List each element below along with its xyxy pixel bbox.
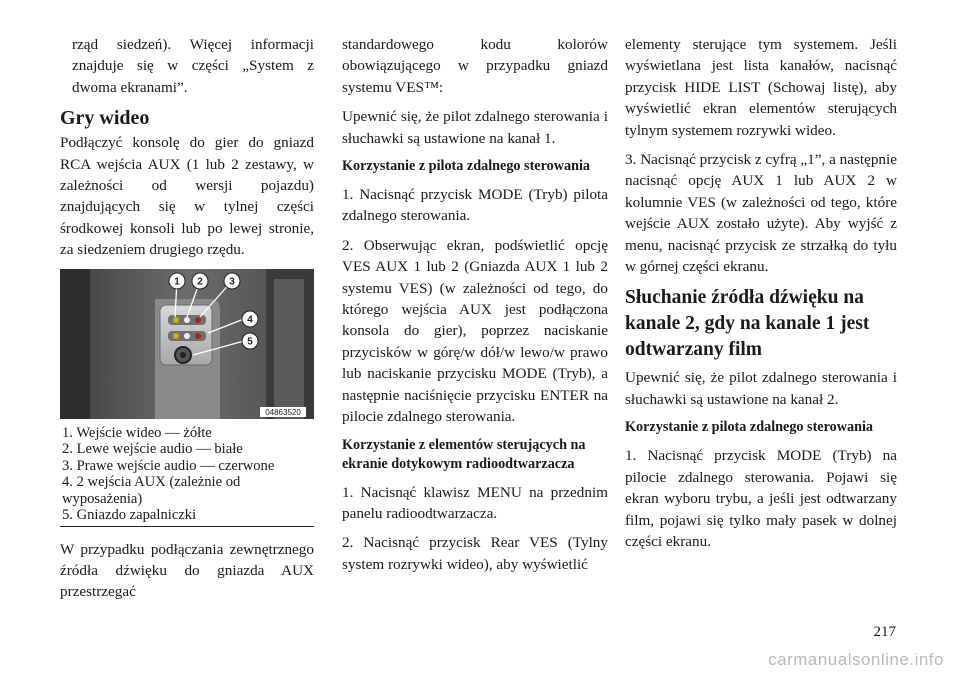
step-highlight-aux: 2. Obserwując ekran, podświetlić opcję VES AUX 1 lub 2 (Gniazda AUX 1 lub 2 systemu VES) (w zależności od tego, do którego wejścia AUX jest podłączona konsola do gier), poprzez naciskanie przycisków w górę/w dół/w lewo/w prawo lub naciskanie przycisku MODE (Tryb), a następnie naciśnięcie przycisku ENTER na pilocie zdalnego sterowania. <box>342 236 608 426</box>
page-number: 217 <box>873 624 896 640</box>
section-heading-video-games: Gry wideo <box>60 107 150 130</box>
watermark: carmanualsonline.info <box>768 650 944 669</box>
callout-3: 3 <box>229 276 235 288</box>
caption-4: 4. 2 wejścia AUX (zależnie od wyposażenia) <box>62 474 241 507</box>
figure-captions <box>60 425 314 527</box>
aux-jacks-illustration <box>60 269 314 419</box>
callout-4: 4 <box>247 314 253 326</box>
callout-5: 5 <box>247 336 253 348</box>
step-mode-button: 1. Nacisnąć przycisk MODE (Tryb) pilota zdalnego sterowania. <box>342 186 608 225</box>
aux-jacks-photo <box>60 269 314 419</box>
column-middle <box>342 34 608 583</box>
intro-paragraph: rząd siedzeń). Więcej informacji znajduje się w części „System z dwoma ekranami”. <box>72 36 314 96</box>
callout-1: 1 <box>174 276 180 288</box>
aux-connection-paragraph: W przypadku podłączania zewnętrznego źródła dźwięku do gniazda AUX przestrzegać <box>60 540 314 601</box>
channel-1-paragraph: Upewnić się, że pilot zdalnego sterowania i słuchawki są ustawione na kanał 1. <box>342 108 608 147</box>
step-press-1: 3. Nacisnąć przycisk z cyfrą „1”, a następnie nacisnąć opcję AUX 1 lub AUX 2 w kolumnie VES (w zależności od tego, które wejście AUX zostało użyte). Aby wyjść z menu, nacisnąć przycisk ze strzałką do tyłu w górnej części ekranu. <box>625 151 897 276</box>
step-mode-channel-2: 1. Nacisnąć przycisk MODE (Tryb) na pilocie zdalnego sterowania. Pojawi się ekran wyboru trybu, a jeśli jest odtwarzany film, pojawi się tylko mały pasek w dolnej części ekranu. <box>625 447 897 550</box>
caption-3: 3. Prawe wejście audio — czerwone <box>62 457 275 474</box>
channel-2-paragraph: Upewnić się, że pilot zdalnego sterowania i słuchawki są ustawione na kanał 2. <box>625 369 897 408</box>
step-menu-key: 1. Nacisnąć klawisz MENU na przednim panelu radioodtwarzacza. <box>342 483 608 522</box>
caption-1: 1. Wejście wideo — żółte <box>62 424 212 441</box>
section-heading-channel-2: Słuchanie źródła dźwięku na kanale 2, gdy na kanale 1 jest odtwarzany film <box>625 287 870 361</box>
caption-5: 5. Gniazdo zapalniczki <box>62 507 197 524</box>
step-rear-ves: 2. Nacisnąć przycisk Rear VES (Tylny system rozrywki wideo), aby wyświetlić <box>342 534 608 573</box>
callout-2: 2 <box>197 276 203 288</box>
subheading-remote-control: Korzystanie z pilota zdalnego sterowania <box>342 158 590 175</box>
subheading-remote-control-2: Korzystanie z pilota zdalnego sterowania <box>625 419 873 436</box>
video-games-paragraph: Podłączyć konsolę do gier do gniazd RCA wejścia AUX (1 lub 2 zestawy, w zależności od wersji pojazdu) znajdujących się w tylnej części środkowej konsoli lub po lewej stronie, za siedzeniem drugiego rzędu. <box>60 134 314 259</box>
column-right <box>625 34 897 560</box>
column-left <box>60 34 314 611</box>
caption-2: 2. Lewe wejście audio — białe <box>62 441 243 458</box>
subheading-touchscreen: Korzystanie z elementów sterujących na ekranie dotykowym radioodtwarzacza <box>342 436 586 472</box>
controls-paragraph: elementy sterujące tym systemem. Jeśli wyświetlana jest lista kanałów, nacisnąć przycisk HIDE LIST (Schowaj listę), aby wyświetlić ekran elementów sterujących tylnym systemem rozrywki wideo. <box>625 36 897 139</box>
image-code: 04863520 <box>265 407 301 417</box>
color-code-paragraph: standardowego kodu kolorów obowiązującego w przypadku gniazd systemu VES™: <box>342 36 608 96</box>
